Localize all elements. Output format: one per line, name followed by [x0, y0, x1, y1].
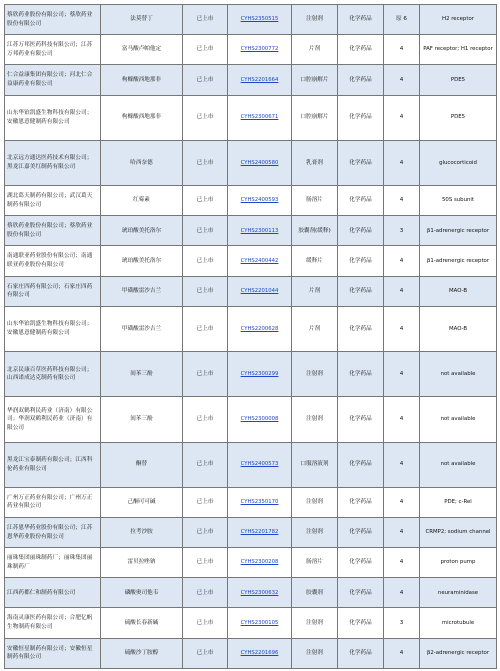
drug-name-cell: 富马酸卢帕他定: [101, 35, 183, 65]
phase-cell: 4: [384, 65, 420, 95]
drug-name-cell: 磷酸奥司他韦: [101, 578, 183, 608]
target-cell: not available: [420, 442, 497, 487]
target-cell: β2-adrenergic receptor: [420, 638, 497, 668]
category-cell: 化学药品: [338, 140, 384, 185]
acceptance-number-link[interactable]: CYHS2300671: [228, 95, 292, 140]
category-cell: 化学药品: [338, 352, 384, 397]
phase-cell: 4: [384, 578, 420, 608]
target-cell: PAF receptor; H1 receptor: [420, 35, 497, 65]
drug-name-cell: 硫酸沙丁胺醇: [101, 638, 183, 668]
phase-cell: 4: [384, 186, 420, 216]
table-row: [5, 397, 497, 442]
phase-cell: 4: [384, 517, 420, 547]
category-cell: 化学药品: [338, 95, 384, 140]
category-cell: 化学药品: [338, 638, 384, 668]
phase-cell: 4: [384, 397, 420, 442]
table-row: [5, 216, 497, 246]
acceptance-number-link[interactable]: CYHS2300772: [228, 35, 292, 65]
target-cell: not available: [420, 397, 497, 442]
table-row: [5, 140, 497, 185]
dosage-form-cell: 胶囊剂: [292, 578, 338, 608]
drug-approval-table: [4, 4, 497, 669]
acceptance-number-link[interactable]: CYHS2400442: [228, 246, 292, 276]
acceptance-number-link[interactable]: CYHS2300008: [228, 397, 292, 442]
drug-name-cell: 酮替: [101, 442, 183, 487]
category-cell: 化学药品: [338, 186, 384, 216]
category-cell: 化学药品: [338, 487, 384, 517]
category-cell: 化学药品: [338, 5, 384, 35]
drug-name-cell: 间苯三酚: [101, 397, 183, 442]
status-cell: 已上市: [183, 487, 228, 517]
dosage-form-cell: 注射剂: [292, 5, 338, 35]
phase-cell: 4: [384, 352, 420, 397]
acceptance-number-link[interactable]: CYHS2300113: [228, 216, 292, 246]
category-cell: 化学药品: [338, 578, 384, 608]
drug-name-cell: 雷贝拉唑钠: [101, 548, 183, 578]
phase-cell: 原 6: [384, 5, 420, 35]
drug-name-cell: 间苯三酚: [101, 352, 183, 397]
company-cell: 海南灵康医药有限公司；合肥亿帆生物制药有限公司: [5, 608, 101, 638]
acceptance-number-link[interactable]: CYHS2300632: [228, 578, 292, 608]
status-cell: 已上市: [183, 578, 228, 608]
table-row: [5, 487, 497, 517]
phase-cell: 3: [384, 216, 420, 246]
dosage-form-cell: 口腔崩解片: [292, 65, 338, 95]
status-cell: 已上市: [183, 35, 228, 65]
category-cell: 化学药品: [338, 548, 384, 578]
table-row: [5, 95, 497, 140]
acceptance-number-link[interactable]: CYHS2300105: [228, 608, 292, 638]
company-cell: 蔡欣药业股份有限公司；蔡欣药业股份有限公司: [5, 216, 101, 246]
table-row: [5, 276, 497, 306]
drug-name-cell: 甲磺酸雷沙吉兰: [101, 276, 183, 306]
target-cell: glucocorticoid: [420, 140, 497, 185]
drug-name-cell: 拉考沙胺: [101, 517, 183, 547]
drug-name-cell: 法莫替丁: [101, 5, 183, 35]
target-cell: PDE5: [420, 65, 497, 95]
company-cell: 江苏恩华药业股份有限公司；江苏恩华药业股份有限公司: [5, 517, 101, 547]
company-cell: 北京远方通达医药技术有限公司；黑龙江嘉美红制药有限公司: [5, 140, 101, 185]
category-cell: 化学药品: [338, 246, 384, 276]
table-row: [5, 186, 497, 216]
company-cell: 北京民康百草医药科技有限公司；山西诺成达克制药有限公司: [5, 352, 101, 397]
category-cell: 化学药品: [338, 306, 384, 351]
status-cell: 已上市: [183, 397, 228, 442]
table-body: [5, 5, 497, 669]
acceptance-number-link[interactable]: CYHS2400573: [228, 442, 292, 487]
target-cell: 50S subunit: [420, 186, 497, 216]
status-cell: 已上市: [183, 246, 228, 276]
category-cell: 化学药品: [338, 397, 384, 442]
acceptance-number-link[interactable]: CYHS2200628: [228, 306, 292, 351]
acceptance-number-link[interactable]: CYHS2400580: [228, 140, 292, 185]
category-cell: 化学药品: [338, 276, 384, 306]
target-cell: H2 receptor: [420, 5, 497, 35]
acceptance-number-link[interactable]: CYHS2201696: [228, 638, 292, 668]
target-cell: CRMP2; sodium channel: [420, 517, 497, 547]
dosage-form-cell: 胶囊剂(缓释): [292, 216, 338, 246]
company-cell: 山东华铂凯盛生物科技有限公司；安徽恩意健制药有限公司: [5, 306, 101, 351]
status-cell: 已上市: [183, 5, 228, 35]
dosage-form-cell: 注射剂: [292, 638, 338, 668]
category-cell: 化学药品: [338, 608, 384, 638]
drug-name-cell: 枸橼酸西地那非: [101, 65, 183, 95]
category-cell: 化学药品: [338, 216, 384, 246]
phase-cell: 4: [384, 442, 420, 487]
phase-cell: 4: [384, 246, 420, 276]
phase-cell: 4: [384, 548, 420, 578]
phase-cell: 4: [384, 306, 420, 351]
company-cell: 丽珠集团丽珠制药厂；丽珠集团丽珠制药厂: [5, 548, 101, 578]
status-cell: 已上市: [183, 548, 228, 578]
acceptance-number-link[interactable]: CYHS2201782: [228, 517, 292, 547]
company-cell: 江苏万邦医药科技有限公司；江苏万邦药业有限公司: [5, 35, 101, 65]
target-cell: MAO-B: [420, 276, 497, 306]
acceptance-number-link[interactable]: CYHS2300299: [228, 352, 292, 397]
phase-cell: 4: [384, 95, 420, 140]
document-page: [4, 4, 496, 670]
status-cell: 已上市: [183, 442, 228, 487]
table-row: [5, 35, 497, 65]
table-row: [5, 608, 497, 638]
phase-cell: 4: [384, 276, 420, 306]
status-cell: 已上市: [183, 95, 228, 140]
drug-name-cell: 甲磺酸雷沙吉兰: [101, 306, 183, 351]
target-cell: β1-adrenergic receptor: [420, 216, 497, 246]
table-row: [5, 352, 497, 397]
company-cell: 蔡欣药业股份有限公司；蔡欣药业股份有限公司: [5, 5, 101, 35]
dosage-form-cell: 注射剂: [292, 517, 338, 547]
drug-name-cell: 硫酸长春新碱: [101, 608, 183, 638]
target-cell: microtubule: [420, 608, 497, 638]
status-cell: 已上市: [183, 140, 228, 185]
table-row: [5, 442, 497, 487]
acceptance-number-link[interactable]: CYHS2300208: [228, 548, 292, 578]
target-cell: not available: [420, 352, 497, 397]
dosage-form-cell: 注射剂: [292, 352, 338, 397]
company-cell: 石家庄四药有限公司；石家庄四药有限公司: [5, 276, 101, 306]
category-cell: 化学药品: [338, 442, 384, 487]
dosage-form-cell: 片剂: [292, 306, 338, 351]
phase-cell: 4: [384, 638, 420, 668]
target-cell: neuraminidase: [420, 578, 497, 608]
dosage-form-cell: 注射剂: [292, 397, 338, 442]
company-cell: 山东华铂凯盛生物科技有限公司；安徽恩意健制药有限公司: [5, 95, 101, 140]
dosage-form-cell: 注射剂: [292, 608, 338, 638]
drug-name-cell: 红霉素: [101, 186, 183, 216]
company-cell: 湖北葛天制药有限公司；武汉葛天制药有限公司: [5, 186, 101, 216]
category-cell: 化学药品: [338, 517, 384, 547]
acceptance-number-link[interactable]: CYHS2350515: [228, 5, 292, 35]
status-cell: 已上市: [183, 306, 228, 351]
acceptance-number-link[interactable]: CYHS2201044: [228, 276, 292, 306]
acceptance-number-link[interactable]: CYHS2400593: [228, 186, 292, 216]
target-cell: PDE; c-Rel: [420, 487, 497, 517]
phase-cell: 4: [384, 140, 420, 185]
target-cell: MAO-B: [420, 306, 497, 351]
dosage-form-cell: 肠溶片: [292, 186, 338, 216]
company-cell: 仁合益康集团有限公司；河北仁合益康药业有限公司: [5, 65, 101, 95]
table-row: [5, 246, 497, 276]
dosage-form-cell: 缓释片: [292, 246, 338, 276]
company-cell: 南通联亚药业股份有限公司；南通联亚药业股份有限公司: [5, 246, 101, 276]
target-cell: PDE5: [420, 95, 497, 140]
status-cell: 已上市: [183, 517, 228, 547]
phase-cell: 3: [384, 608, 420, 638]
acceptance-number-link[interactable]: CYHS2201664: [228, 65, 292, 95]
status-cell: 已上市: [183, 608, 228, 638]
category-cell: 化学药品: [338, 65, 384, 95]
status-cell: 已上市: [183, 276, 228, 306]
table-row: [5, 517, 497, 547]
dosage-form-cell: 片剂: [292, 35, 338, 65]
dosage-form-cell: 肠溶片: [292, 548, 338, 578]
dosage-form-cell: 片剂: [292, 276, 338, 306]
dosage-form-cell: 口腔崩解片: [292, 95, 338, 140]
acceptance-number-link[interactable]: CYHS2350170: [228, 487, 292, 517]
drug-name-cell: 枸橼酸西地那非: [101, 95, 183, 140]
status-cell: 已上市: [183, 352, 228, 397]
drug-name-cell: 琥珀酸美托洛尔: [101, 216, 183, 246]
phase-cell: 4: [384, 35, 420, 65]
table-row: [5, 578, 497, 608]
table-row: [5, 65, 497, 95]
status-cell: 已上市: [183, 216, 228, 246]
table-row: [5, 548, 497, 578]
dosage-form-cell: 乳膏剂: [292, 140, 338, 185]
company-cell: 广州万正药业有限公司；广州万正药业有限公司: [5, 487, 101, 517]
drug-name-cell: 哈西奈德: [101, 140, 183, 185]
table-row: [5, 306, 497, 351]
status-cell: 已上市: [183, 638, 228, 668]
status-cell: 已上市: [183, 186, 228, 216]
dosage-form-cell: 注射剂: [292, 487, 338, 517]
company-cell: 安徽恒星制药有限公司；安徽恒星制药有限公司: [5, 638, 101, 668]
company-cell: 黑龙江宝泰制药有限公司；江西科伦药业有限公司: [5, 442, 101, 487]
phase-cell: 4: [384, 487, 420, 517]
drug-name-cell: 琥珀酸美托洛尔: [101, 246, 183, 276]
status-cell: 已上市: [183, 65, 228, 95]
drug-name-cell: 己酮可可碱: [101, 487, 183, 517]
company-cell: 华润双鹤利民药业（济南）有限公司；华润双鹤利民药业（济南）有限公司: [5, 397, 101, 442]
table-row: [5, 5, 497, 35]
dosage-form-cell: 口服溶液剂: [292, 442, 338, 487]
target-cell: β1-adrenergic receptor: [420, 246, 497, 276]
category-cell: 化学药品: [338, 35, 384, 65]
target-cell: proton pump: [420, 548, 497, 578]
table-row: [5, 638, 497, 668]
company-cell: 江西药都仁和制药有限公司: [5, 578, 101, 608]
